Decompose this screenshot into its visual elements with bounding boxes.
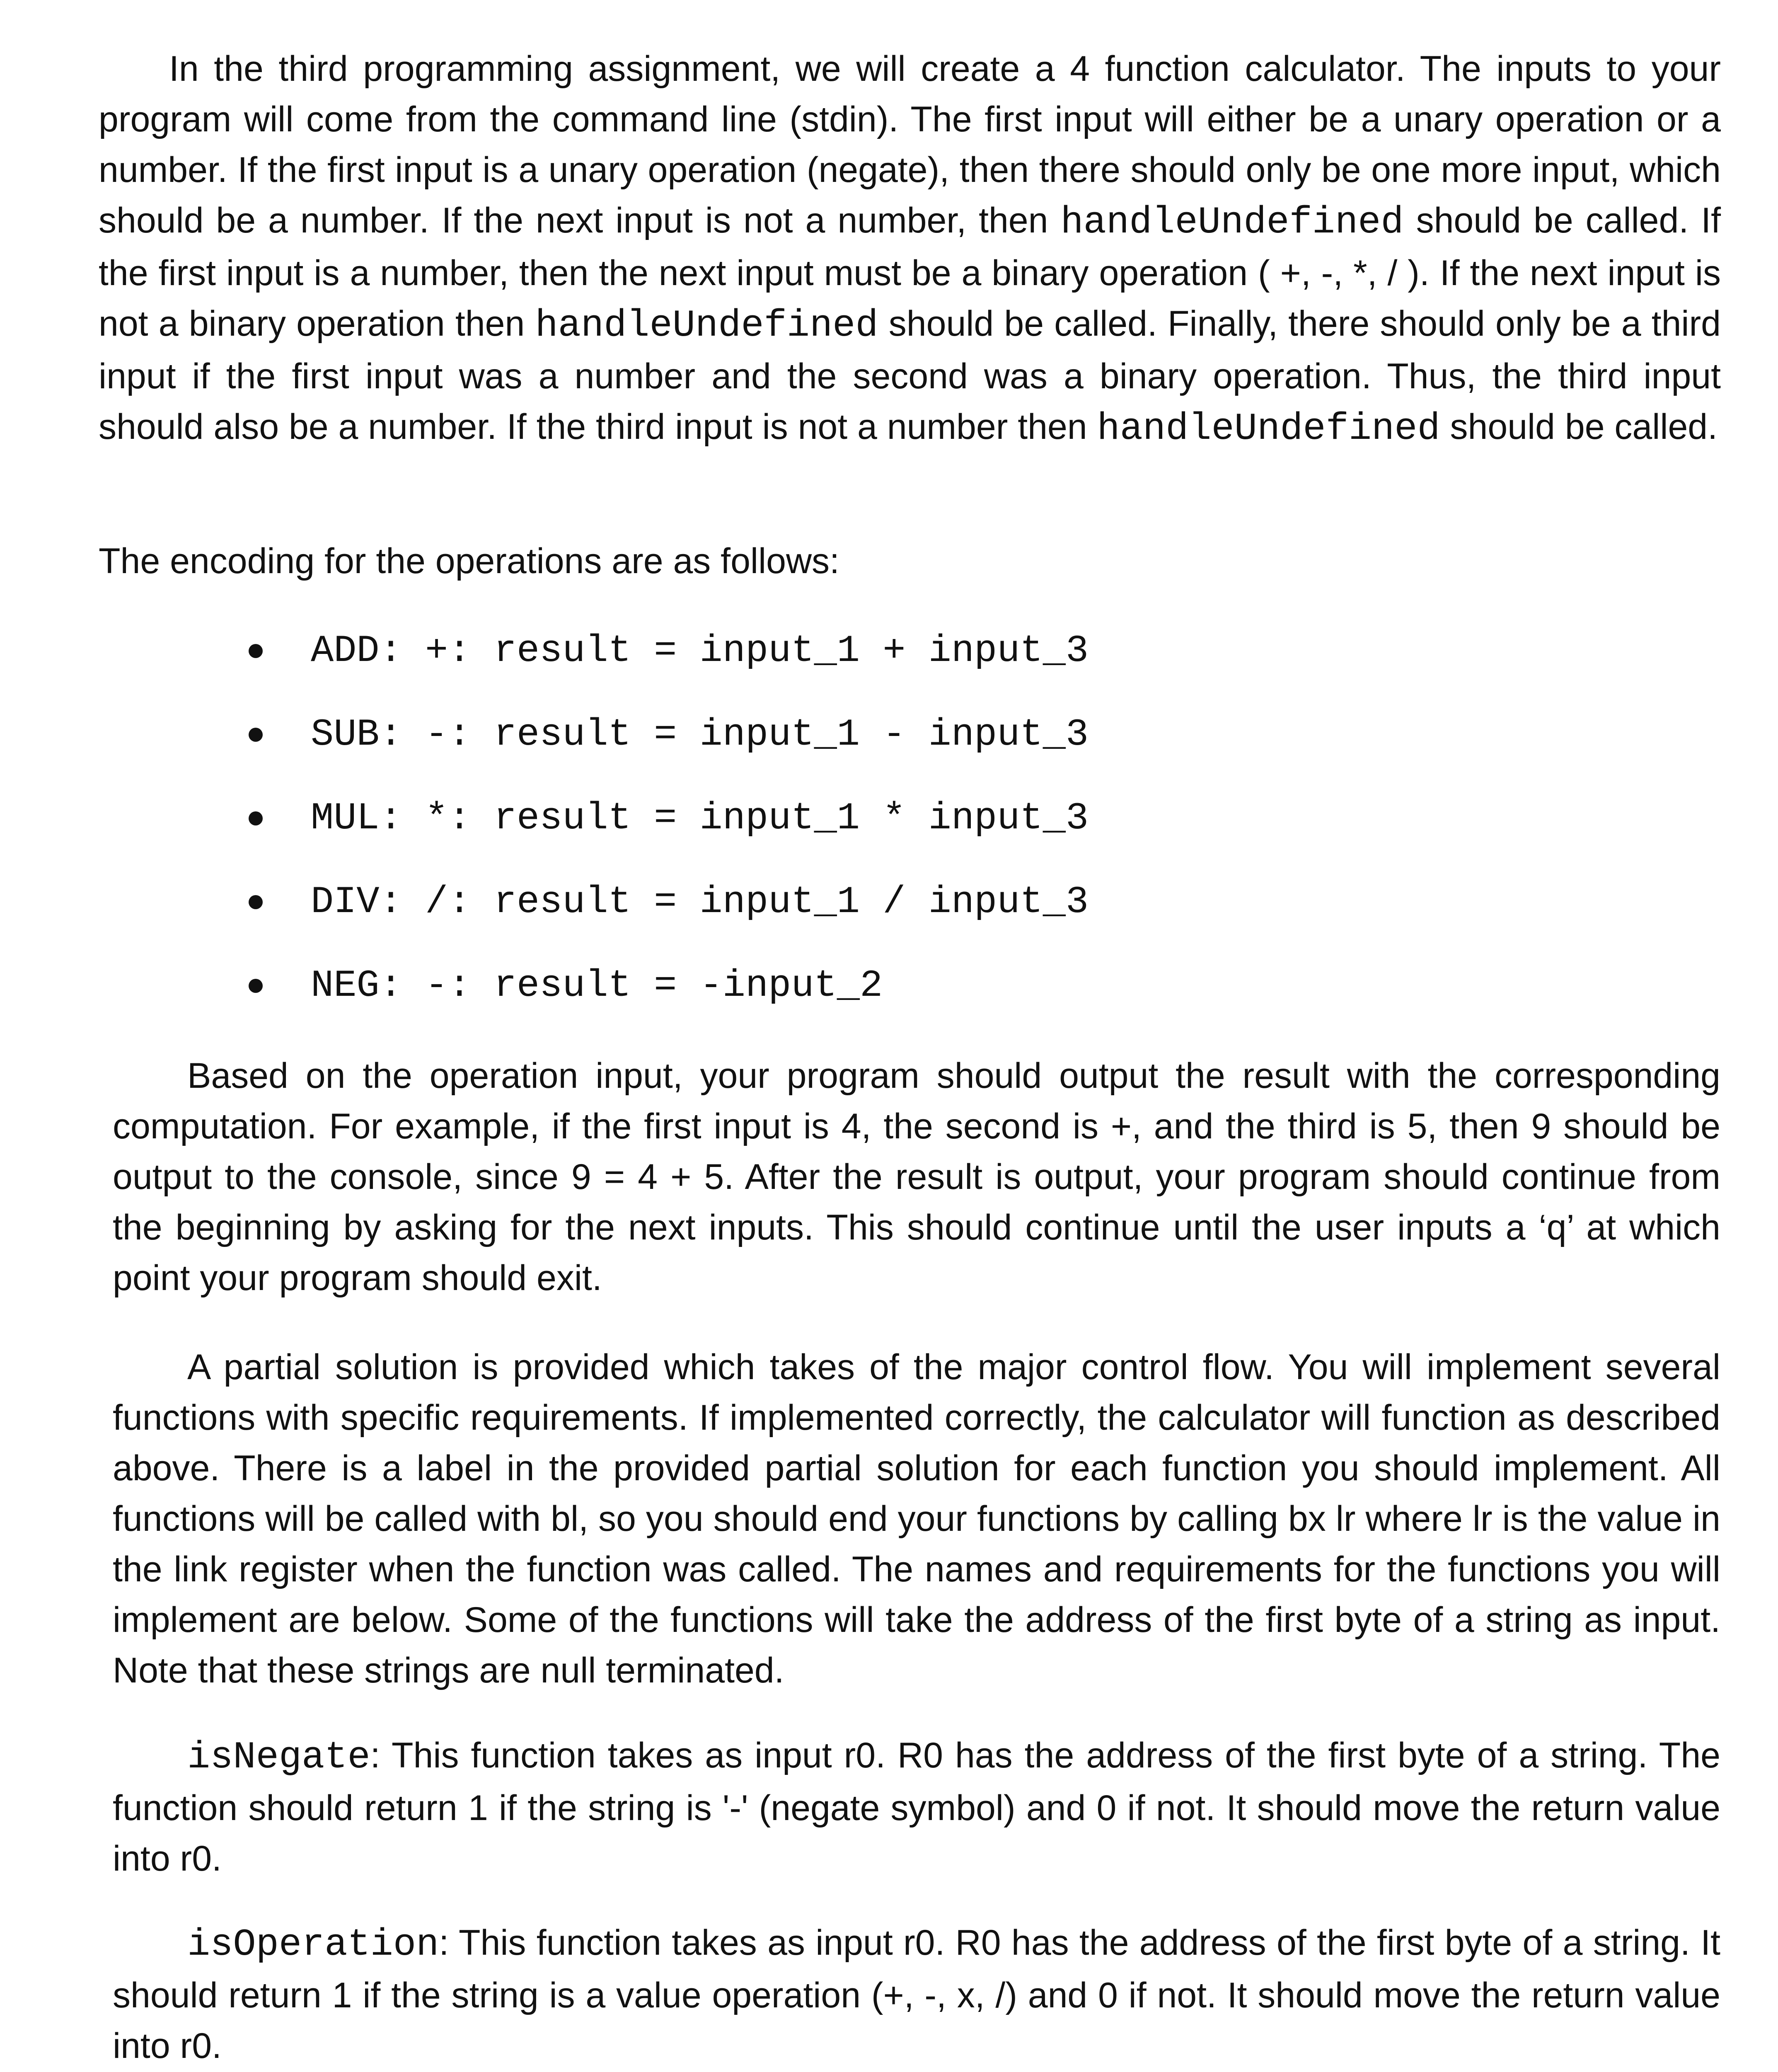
code-handleUndefined-1: handleUndefined (1060, 201, 1404, 244)
intro-mid-2: should be called. Finally, there should only be a third input if the first input was a number and the second was a binary operation. Thus, the third input should also be a number. If the third input is not a number then (99, 304, 1721, 447)
operation-text: NEG: -: result = -input_2 (311, 964, 883, 1007)
intro-lead: In the third programming assignment, we will create a 4 function calculator. The inputs to your program will come from the command line (stdin). The first input will either be a unary operation or a number. If the first input is a unary operation (negate), then there should only be one more input, which should be a number. If the next input is not a number, then (99, 49, 1721, 240)
function-name-isNegate: isNegate (187, 1736, 370, 1779)
isNegate-description: : This function takes as input r0. R0 has the address of the first byte of a string. The function should return 1 if the string is '-' (negate symbol) and 0 if not. It should move the return value into r0. (113, 1736, 1720, 1878)
code-handleUndefined-3: handleUndefined (1097, 407, 1440, 450)
intro-mid-1: should be called. If the first input is a number, then the next input must be a binary operation ( +, -, *, / ). If the next input is not a binary operation then (99, 201, 1721, 344)
function-name-isOperation: isOperation (187, 1923, 439, 1966)
result-paragraph: Based on the operation input, your program should output the result with the corresponding computation. For example, if the first input is 4, the second is +, and the third is 5, then 9 should be output to the console, since 9 = 4 + 5. After the result is output, your program should continue from the beginning by asking for the next inputs. This should continue until the user inputs a ‘q’ at which point your program should exit. (113, 1056, 1720, 1298)
encoding-heading: The encoding for the operations are as follows: (99, 541, 839, 581)
bullet-icon (249, 644, 263, 658)
intro-tail: should be called. (1440, 407, 1718, 447)
intro-paragraph (99, 44, 1721, 454)
isOperation-description: : This function takes as input r0. R0 has the address of the first byte of a string. It should return 1 if the string is a value operation (+, -, x, /) and 0 if not. It should move the return value into r0. (113, 1923, 1720, 2066)
operation-text: MUL: *: result = input_1 * input_3 (311, 796, 1089, 840)
operation-text: SUB: -: result = input_1 - input_3 (311, 713, 1089, 756)
bullet-icon (249, 811, 263, 825)
operation-text: ADD: +: result = input_1 + input_3 (311, 629, 1089, 673)
partial-solution-paragraph: A partial solution is provided which takes of the major control flow. You will implement several functions with specific requirements. If implemented correctly, the calculator will function as described above. There is a label in the provided partial solution for each function you should implement. All functions will be called with bl, so you should end your functions by calling bx lr where lr is the value in the link register when the function was called. The names and requirements for the functions you will implement are below. Some of the functions will take the address of the first byte of a string as input. Note that these strings are null terminated. (113, 1347, 1720, 1690)
bullet-icon (249, 728, 263, 742)
operation-text: DIV: /: result = input_1 / input_3 (311, 880, 1089, 924)
isOperation-paragraph (113, 1917, 1720, 2071)
isNegate-paragraph (113, 1730, 1720, 1884)
bullet-icon (249, 895, 263, 909)
code-handleUndefined-2: handleUndefined (535, 304, 878, 347)
bullet-icon (249, 979, 263, 993)
